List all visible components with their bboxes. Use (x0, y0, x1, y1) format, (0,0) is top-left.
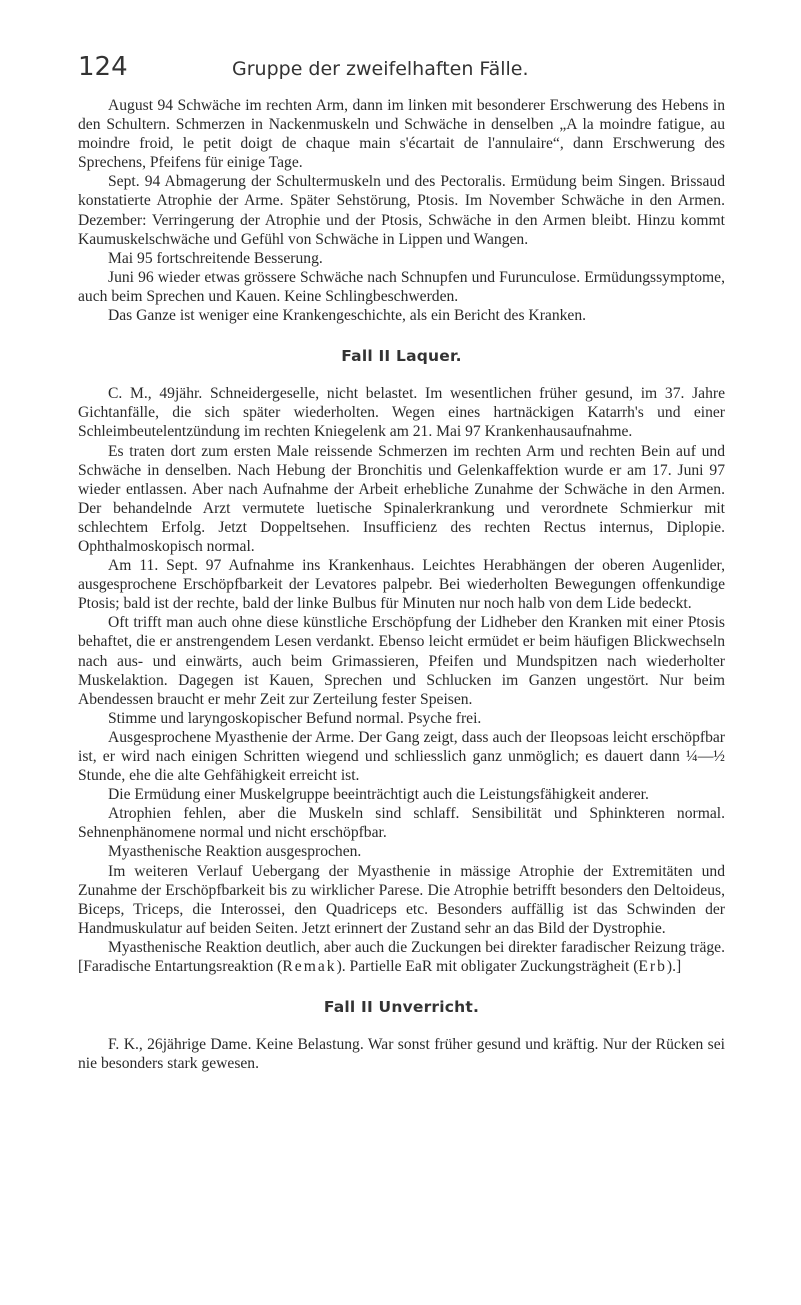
paragraph: Myasthenische Reaktion ausgesprochen. (108, 843, 362, 861)
paragraph: Stimme und laryngoskopischer Befund normal. Psyche frei. (108, 709, 482, 727)
page-number: 124 (78, 52, 128, 82)
paragraph: Am 11. Sept. 97 Aufnahme ins Krankenhaus. Leichtes Herabhängen der oberen Augenlider, ausgesprochene Erschöpfbarkeit der Levatores palpebr. Bei wiederholten Bewegungen offenkundige Ptosis; bald ist der rechte, bald der linke Bulbus für Minuten nur noch halb von dem Lide bedeckt. (78, 557, 725, 613)
text-run: ). Partielle EaR mit obligater Zuckungsträgheit ( (336, 958, 639, 976)
paragraph: Die Ermüdung einer Muskelgruppe beeinträchtigt auch die Leistungsfähigkeit anderer. (108, 786, 649, 804)
paragraph: Es traten dort zum ersten Male reissende Schmerzen im rechten Arm und rechten Bein auf und Schwäche in denselben. Nach Hebung der Bronchitis und Gelenkaffektion wurde er am 17. Juni 97 wieder entlassen. Aber nach Aufnahme der Arbeit erhebliche Zunahme der Schwäche in den Armen. Der behandelnde Arzt vermutete luetische Spinalerkrankung und verordnete Schmierkur mit schlechtem Erfolg. Jetzt Doppeltsehen. Insufficienz des rechten Rectus internus, Diplopie. Ophthalmoskopisch normal. (78, 442, 725, 555)
paragraph (78, 938, 725, 976)
text-run: ).] (666, 958, 682, 976)
text-run: Myasthenische Reaktion deutlich, aber auch die Zuckungen bei direkter faradischer Reizung träge. [Faradische Entartungsreaktion ( (78, 938, 725, 976)
paragraph: August 94 Schwäche im rechten Arm, dann im linken mit besonderer Erschwerung des Hebens in den Schultern. Schmerzen in Nackenmuskeln und Schwäche in denselben „A la moindre fatigue, au moindre froid, le petit doigt de chaque main s'écartait de l'annulaire“, dann Erschwerung des Sprechens, Pfeifens für einige Tage. (78, 97, 725, 172)
paragraph: Atrophien fehlen, aber die Muskeln sind schlaff. Sensibilität und Sphinkteren normal. Sehnenphänomene normal und nicht erschöpfbar. (78, 805, 725, 842)
case-heading-laquer: Fall II Laquer. (341, 347, 462, 366)
paragraph: Im weiteren Verlauf Uebergang der Myasthenie in mässige Atrophie der Extremitäten und Zunahme der Erschöpfbarkeit bis zu wirklicher Parese. Die Atrophie betrifft besonders den Deltoideus, Biceps, Triceps, die Interossei, den Quadriceps etc. Besonders auffällig ist das Schwinden der Handmuskulatur auf beiden Seiten. Jetzt erinnert der Zustand sehr an das Bild der Dystrophie. (78, 862, 725, 937)
paragraph: Juni 96 wieder etwas grössere Schwäche nach Schnupfen und Furunculose. Ermüdungssymptome, auch beim Sprechen und Kauen. Keine Schlingbeschwerden. (78, 268, 725, 305)
page-header (78, 52, 725, 96)
paragraph: Oft trifft man auch ohne diese künstliche Erschöpfung der Lidheber den Kranken mit einer Ptosis behaftet, die er anstrengendem Lesen verdankt. Ebenso leicht ermüdet er beim häufigen Blickwechseln nach aus- und einwärts, auch beim Grimassieren, Pfeifen und Mundspitzen nach wiederholter Muskelaktion. Dagegen ist Kauen, Sprechen und Schlucken im Ganzen ungestört. Nur beim Abendessen braucht er mehr Zeit zur Zerteilung fester Speisen. (78, 614, 725, 708)
case-heading-unverricht: Fall II Unverricht. (323, 998, 480, 1017)
paragraph: Ausgesprochene Myasthenie der Arme. Der Gang zeigt, dass auch der Ileopsoas leicht erschöpfbar ist, er wird nach einigen Schritten wiegend und schliesslich ganz unmöglich; es dauert dann ¼—½ Stunde, ehe die alte Gehfähigkeit erreicht ist. (78, 728, 725, 785)
paragraph: C. M., 49jähr. Schneidergeselle, nicht belastet. Im wesentlichen früher gesund, im 37. Jahre Gichtanfälle, die sich später wiederholten. Wegen eines hartnäckigen Katarrh's und einer Schleimbeutelentzündung im rechten Kniegelenk am 21. Mai 97 Krankenhausaufnahme. (78, 385, 725, 441)
author-name-erb: Erb (638, 958, 667, 976)
paragraph: F. K., 26jährige Dame. Keine Belastung. War sonst früher gesund und kräftig. Nur der Rücken sei nie besonders stark gewesen. (78, 1036, 725, 1073)
author-name-remak: Remak (282, 958, 337, 976)
body-text (78, 96, 725, 1073)
paragraph: Sept. 94 Abmagerung der Schultermuskeln und des Pectoralis. Ermüdung beim Singen. Brissaud konstatierte Atrophie der Arme. Später Sehstörung, Ptosis. Im November Schwäche in den Armen. Dezember: Verringerung der Atrophie und der Ptosis, Schwäche in den Armen bleibt. Hinzu kommt Kaumuskelschwäche und Gefühl von Schwäche in Lippen und Wangen. (78, 173, 725, 248)
paragraph: Mai 95 fortschreitende Besserung. (108, 249, 323, 267)
running-head: Gruppe der zweifelhaften Fälle. (232, 58, 529, 80)
paragraph: Das Ganze ist weniger eine Krankengeschichte, als ein Bericht des Kranken. (108, 307, 587, 325)
